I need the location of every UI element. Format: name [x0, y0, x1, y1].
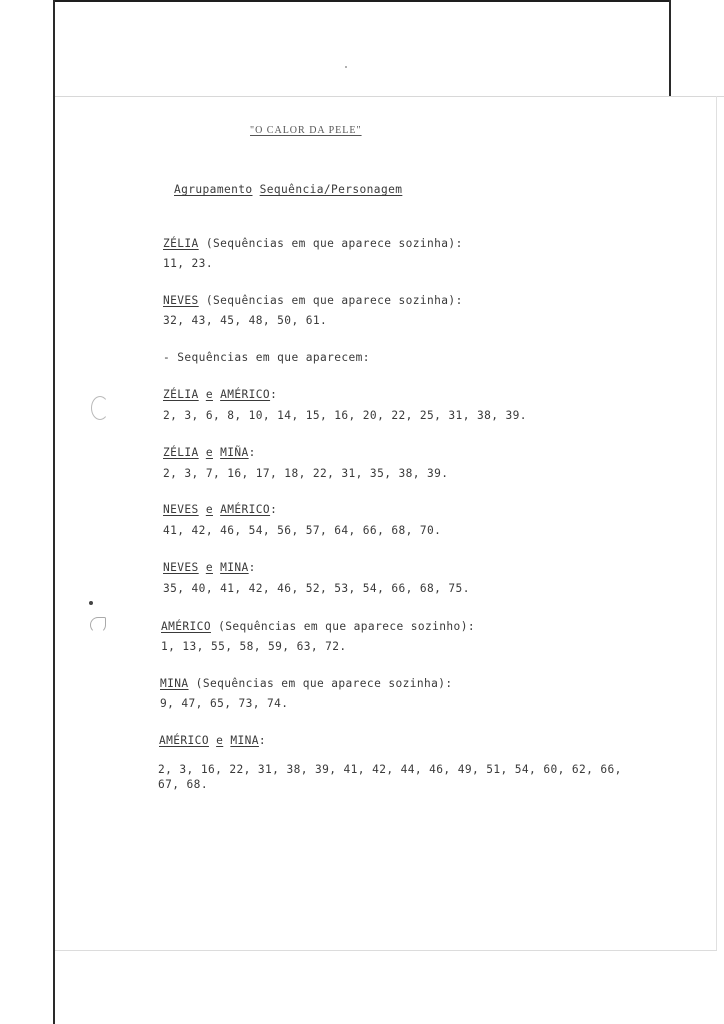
heading-description: (Sequências em que aparece sozinha): — [188, 677, 453, 690]
sequence-numbers: 35, 40, 41, 42, 46, 52, 53, 54, 66, 68, 75. — [163, 582, 470, 595]
heading-description: (Sequências em que aparece sozinho): — [210, 620, 475, 633]
section-heading — [160, 677, 453, 691]
section-heading — [163, 561, 256, 575]
character-name-2: MINA — [230, 734, 259, 747]
sequence-numbers: 32, 43, 45, 48, 50, 61. — [163, 314, 328, 327]
sequence-numbers: 41, 42, 46, 54, 56, 57, 64, 66, 68, 70. — [163, 524, 442, 537]
colon: : — [248, 446, 256, 459]
character-name: NEVES — [163, 294, 199, 307]
document-title-text: "O CALOR DA PELE" — [250, 125, 362, 136]
subtitle-part2: Sequência/Personagem — [259, 183, 403, 196]
sequence-numbers: 2, 3, 7, 16, 17, 18, 22, 31, 35, 38, 39. — [163, 467, 449, 480]
colon: : — [270, 388, 278, 401]
heading-description: (Sequências em que aparece sozinha): — [198, 237, 463, 250]
connector: e — [205, 446, 213, 459]
connector: e — [205, 388, 213, 401]
character-name: NEVES — [163, 561, 199, 574]
sequence-numbers: 2, 3, 16, 22, 31, 38, 39, 41, 42, 44, 46, 49, 51, 54, 60, 62, 66, — [158, 763, 622, 776]
section-heading — [163, 446, 256, 460]
character-name: AMÉRICO — [161, 620, 211, 633]
sequence-numbers: 1, 13, 55, 58, 59, 63, 72. — [161, 640, 347, 653]
section-intro: - Sequências em que aparecem: — [163, 351, 370, 364]
section-heading — [163, 503, 277, 517]
sequence-numbers: 2, 3, 6, 8, 10, 14, 15, 16, 20, 22, 25, 31, 38, 39. — [163, 409, 527, 422]
character-name-2: MINA — [220, 561, 249, 574]
sequence-numbers: 11, 23. — [163, 257, 213, 270]
character-name-2: AMÉRICO — [220, 503, 271, 516]
character-name-2: AMÉRICO — [220, 388, 271, 401]
heading-description: (Sequências em que aparece sozinha): — [198, 294, 463, 307]
sequence-numbers-continued: 67, 68. — [158, 778, 208, 791]
sequence-numbers: 9, 47, 65, 73, 74. — [160, 697, 289, 710]
character-name: NEVES — [163, 503, 199, 516]
connector: e — [205, 561, 213, 574]
document-title — [250, 124, 362, 138]
character-name: AMÉRICO — [159, 734, 209, 747]
colon: : — [270, 503, 278, 516]
section-heading — [159, 734, 266, 748]
connector: e — [216, 734, 224, 747]
character-name: ZÉLIA — [163, 237, 199, 250]
connector: e — [205, 503, 213, 516]
character-name: MINA — [160, 677, 189, 690]
character-name: ZÉLIA — [163, 388, 199, 401]
section-heading — [163, 294, 463, 308]
character-name: ZÉLIA — [163, 446, 199, 459]
colon: : — [248, 561, 256, 574]
section-heading — [161, 620, 475, 634]
colon: : — [258, 734, 267, 747]
section-heading — [163, 237, 463, 251]
character-name-2: MIÑA — [220, 446, 249, 459]
section-heading — [163, 388, 277, 402]
subtitle-part1: Agrupamento — [174, 183, 253, 196]
document-subtitle — [174, 183, 402, 197]
